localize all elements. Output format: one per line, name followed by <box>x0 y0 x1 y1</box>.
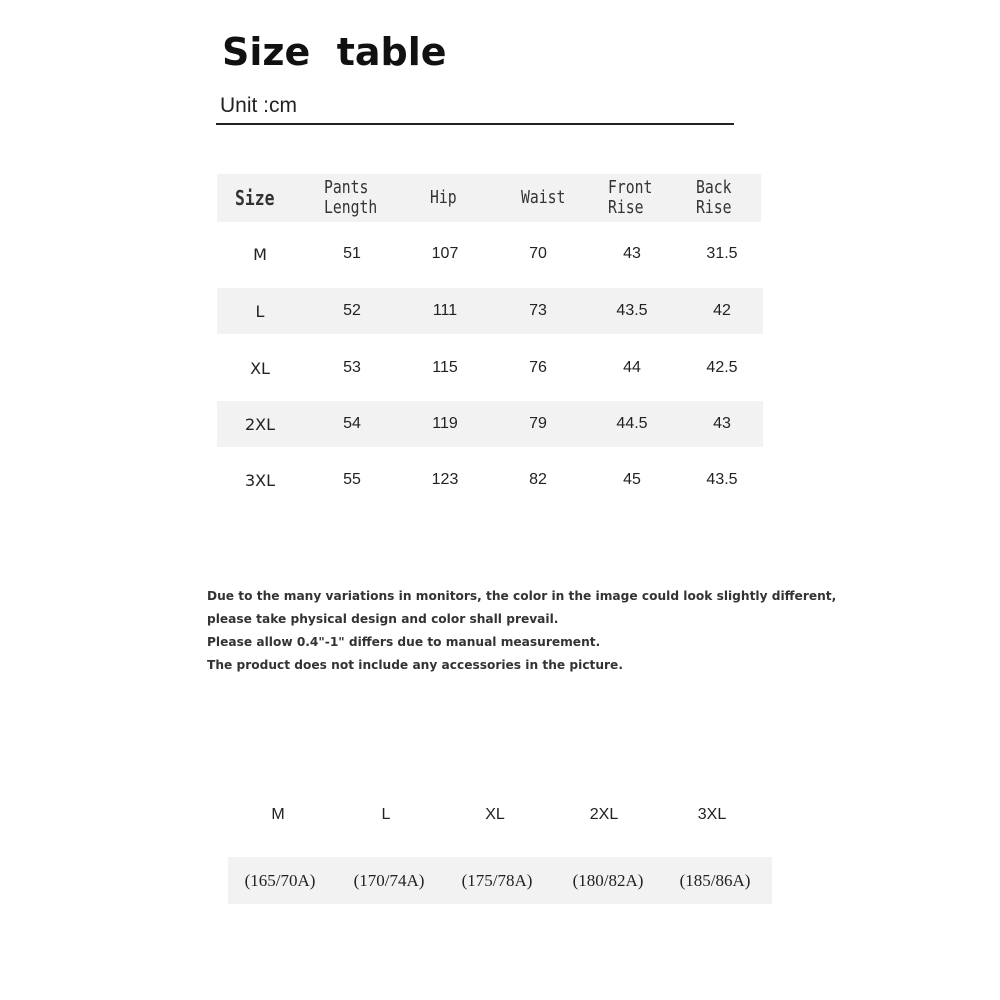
header-back-rise-line1: Back <box>696 177 732 198</box>
size-label: L <box>381 806 391 823</box>
cell-waist: 73 <box>529 302 547 319</box>
table-row <box>217 231 763 277</box>
table-row <box>217 401 763 447</box>
size-code: (165/70A) <box>244 870 316 890</box>
header-pants-length <box>324 174 377 222</box>
note-line: please take physical design and color shall prevail. <box>207 612 559 626</box>
header-size <box>235 174 275 222</box>
notes <box>207 585 837 677</box>
header-front-rise <box>608 174 652 222</box>
cell-pants-length: 54 <box>343 415 361 432</box>
header-front-rise-text <box>608 178 652 218</box>
cell-size: M <box>253 244 267 264</box>
header-hip-text: Hip <box>430 187 457 208</box>
header-pants-length-line1: Pants <box>324 177 369 198</box>
cell-back-rise: 42.5 <box>706 359 738 376</box>
table-row <box>217 345 763 391</box>
cell-hip: 123 <box>431 471 459 488</box>
header-pants-length-line2: Length <box>324 197 378 218</box>
cell-waist: 70 <box>529 245 547 262</box>
size-code: (180/82A) <box>572 870 644 890</box>
size-code: (185/86A) <box>679 870 751 890</box>
cell-front-rise: 44.5 <box>616 415 648 432</box>
note-line: Due to the many variations in monitors, the color in the image could look slightly different, <box>207 589 837 603</box>
cell-size: 3XL <box>244 470 276 490</box>
header-waist <box>521 174 565 222</box>
header-pants-length-text <box>324 178 377 218</box>
cell-front-rise: 45 <box>623 471 641 488</box>
cell-pants-length: 52 <box>343 302 361 319</box>
page-title: Size table <box>222 30 447 74</box>
cell-pants-length: 53 <box>343 359 361 376</box>
table-header <box>217 174 761 222</box>
cell-waist: 79 <box>529 415 547 432</box>
cell-hip: 119 <box>432 415 458 432</box>
cell-waist: 76 <box>529 359 547 376</box>
cell-hip: 107 <box>431 245 459 262</box>
header-size-text: Size <box>235 186 275 210</box>
cell-hip: 115 <box>432 359 458 376</box>
size-code: (170/74A) <box>353 870 425 890</box>
cell-front-rise: 44 <box>623 359 641 376</box>
cell-size: 2XL <box>244 414 276 434</box>
cell-size: L <box>255 301 265 321</box>
cell-front-rise: 43.5 <box>616 302 648 319</box>
cell-front-rise: 43 <box>623 245 641 262</box>
size-label: M <box>271 806 285 823</box>
cell-size: XL <box>250 358 270 378</box>
table-row <box>217 288 763 334</box>
table-row <box>217 457 763 503</box>
cell-back-rise: 31.5 <box>706 245 738 262</box>
size-label: XL <box>485 806 505 823</box>
header-front-rise-line1: Front <box>608 177 653 198</box>
size-label: 2XL <box>589 806 619 823</box>
note-line: Please allow 0.4"-1" differs due to manual measurement. <box>207 635 601 649</box>
cell-pants-length: 51 <box>343 245 361 262</box>
cell-back-rise: 42 <box>713 302 731 319</box>
header-hip <box>430 174 457 222</box>
header-waist-text: Waist <box>521 187 566 208</box>
header-front-rise-line2: Rise <box>608 197 644 218</box>
size-code: (175/78A) <box>461 870 533 890</box>
header-back-rise <box>696 174 732 222</box>
cell-back-rise: 43 <box>713 415 731 432</box>
size-label: 3XL <box>697 806 727 823</box>
header-back-rise-line2: Rise <box>696 197 732 218</box>
cell-hip: 111 <box>432 302 458 319</box>
cell-pants-length: 55 <box>343 471 361 488</box>
cell-back-rise: 43.5 <box>706 471 738 488</box>
unit-label: Unit :cm <box>220 94 298 117</box>
title-underline <box>216 123 734 125</box>
size-code-labels <box>228 806 772 834</box>
cell-waist: 82 <box>529 471 547 488</box>
header-back-rise-text <box>696 178 732 218</box>
note-line: The product does not include any accessories in the picture. <box>207 658 623 672</box>
size-code-band <box>228 857 772 904</box>
